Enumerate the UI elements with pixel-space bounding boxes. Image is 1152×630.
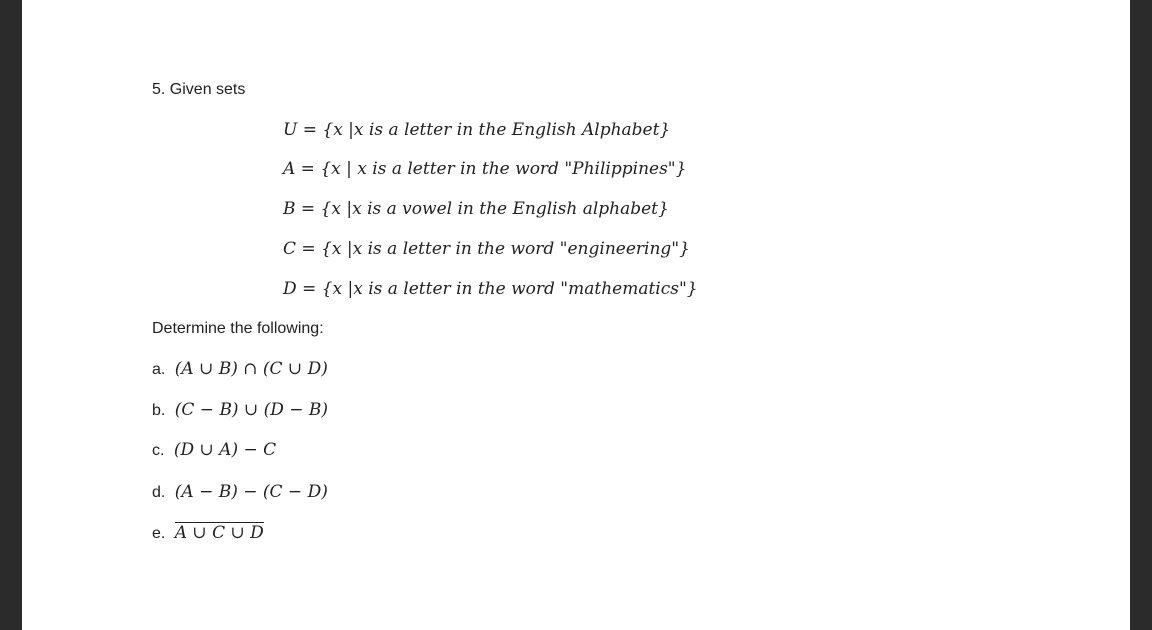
instruction-text: Determine the following:	[152, 320, 324, 337]
item-b-label: b.	[152, 402, 166, 419]
item-d-expression: (A − B) − (C − D)	[174, 482, 328, 502]
question-title: 5. Given sets	[152, 81, 246, 98]
item-e-expression: A ∪ C ∪ D	[174, 523, 264, 543]
set-u-definition: U = {x |x is a letter in the English Alphabet}	[283, 120, 671, 140]
set-b-definition: B = {x |x is a vowel in the English alphabet}	[283, 199, 669, 219]
item-a	[152, 359, 328, 380]
item-a-label: a.	[152, 361, 166, 378]
item-d	[152, 482, 328, 503]
item-b-expression: (C − B) ∪ (D − B)	[174, 400, 329, 420]
item-e-label: e.	[152, 525, 166, 542]
set-d-definition: D = {x |x is a letter in the word "mathematics"}	[283, 279, 698, 299]
item-c-expression: (D ∪ A) − C	[173, 440, 277, 460]
item-e	[152, 522, 264, 544]
item-a-expression: (A ∪ B) ∩ (C ∪ D)	[174, 359, 328, 379]
item-c	[152, 440, 276, 461]
document-page	[22, 0, 1130, 630]
item-c-label: c.	[152, 442, 165, 459]
item-b	[152, 400, 328, 421]
item-d-label: d.	[152, 484, 166, 501]
set-a-definition: A = {x | x is a letter in the word "Philippines"}	[283, 159, 687, 179]
set-c-definition: C = {x |x is a letter in the word "engineering"}	[283, 239, 690, 259]
